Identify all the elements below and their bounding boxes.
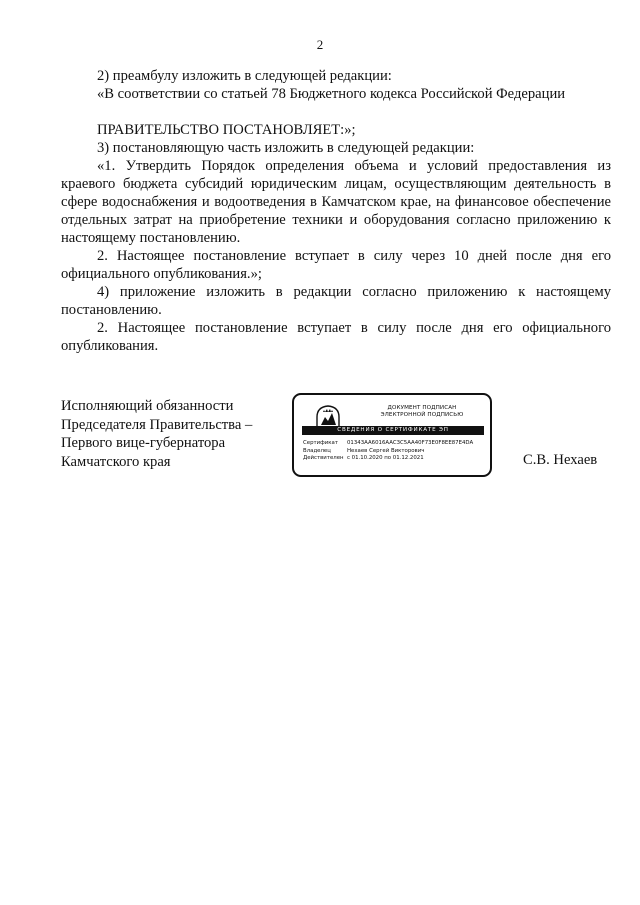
stamp-title-line: ЭЛЕКТРОННОЙ ПОДПИСЬЮ [380,412,464,418]
stamp-row-value: 01343AA6016AAC3C5AA40F73E0F8EE87E4DA [347,440,474,446]
electronic-signature-stamp [292,393,492,477]
stamp-certificate-header: СВЕДЕНИЯ О СЕРТИФИКАТЕ ЭП [302,426,484,435]
stamp-row-label: Действителен [303,455,344,462]
stamp-row-certificate [303,440,488,448]
document-body [61,67,611,355]
paragraph-blank [61,103,611,121]
stamp-row-validity [303,455,488,463]
stamp-certificate-details [303,440,488,463]
signatory-line: Исполняющий обязанности [61,398,234,414]
signatory-line: Камчатского края [61,453,171,470]
paragraph-effective: 2. Настоящее постановление вступает в силу после дня его официального опубликования. [61,320,611,354]
stamp-row-value: Нехаев Сергей Викторович [347,447,425,454]
stamp-row-label: Сертификат [303,440,338,446]
signatory-line: Первого вице-губернатора [61,435,226,451]
paragraph-point-2: 2. Настоящее постановление вступает в силу через 10 дней после дня его официального опубликования.»; [61,248,611,282]
stamp-row-label: Владелец [303,447,331,454]
signatory-position [61,397,291,471]
signatory-line: Председателя Правительства – [61,416,253,433]
stamp-title [354,405,490,419]
signer-name: С.В. Нехаев [523,452,598,468]
paragraph-decree-phrase: ПРАВИТЕЛЬСТВО ПОСТАНОВЛЯЕТ:»; [97,122,356,138]
paragraph-preamble-text: «В соответствии со статьей 78 Бюджетного кодекса Российской Федерации [97,86,566,102]
paragraph-operative-intro: 3) постановляющую часть изложить в следующей редакции: [97,140,475,156]
paragraph-preamble-intro: 2) преамбулу изложить в следующей редакции: [97,68,392,84]
page-number: 2 [316,37,324,52]
paragraph-appendix: 4) приложение изложить в редакции согласно приложению к настоящему постановлению. [61,284,611,318]
stamp-row-value: с 01.10.2020 по 01.12.2021 [347,455,424,462]
stamp-title-line: ДОКУМЕНТ ПОДПИСАН [387,405,457,411]
paragraph-point-1: «1. Утвердить Порядок определения объема и условий предоставления из краевого бюджета субсидий юридическим лицам, осуществляющим деятельность в сфере водоснабжения и водоотведения в Камчатском крае, на финансовое обеспечение отдельных затрат на приобретение техники и оборудования согласно приложению к настоящему постановлению. [61,158,611,246]
